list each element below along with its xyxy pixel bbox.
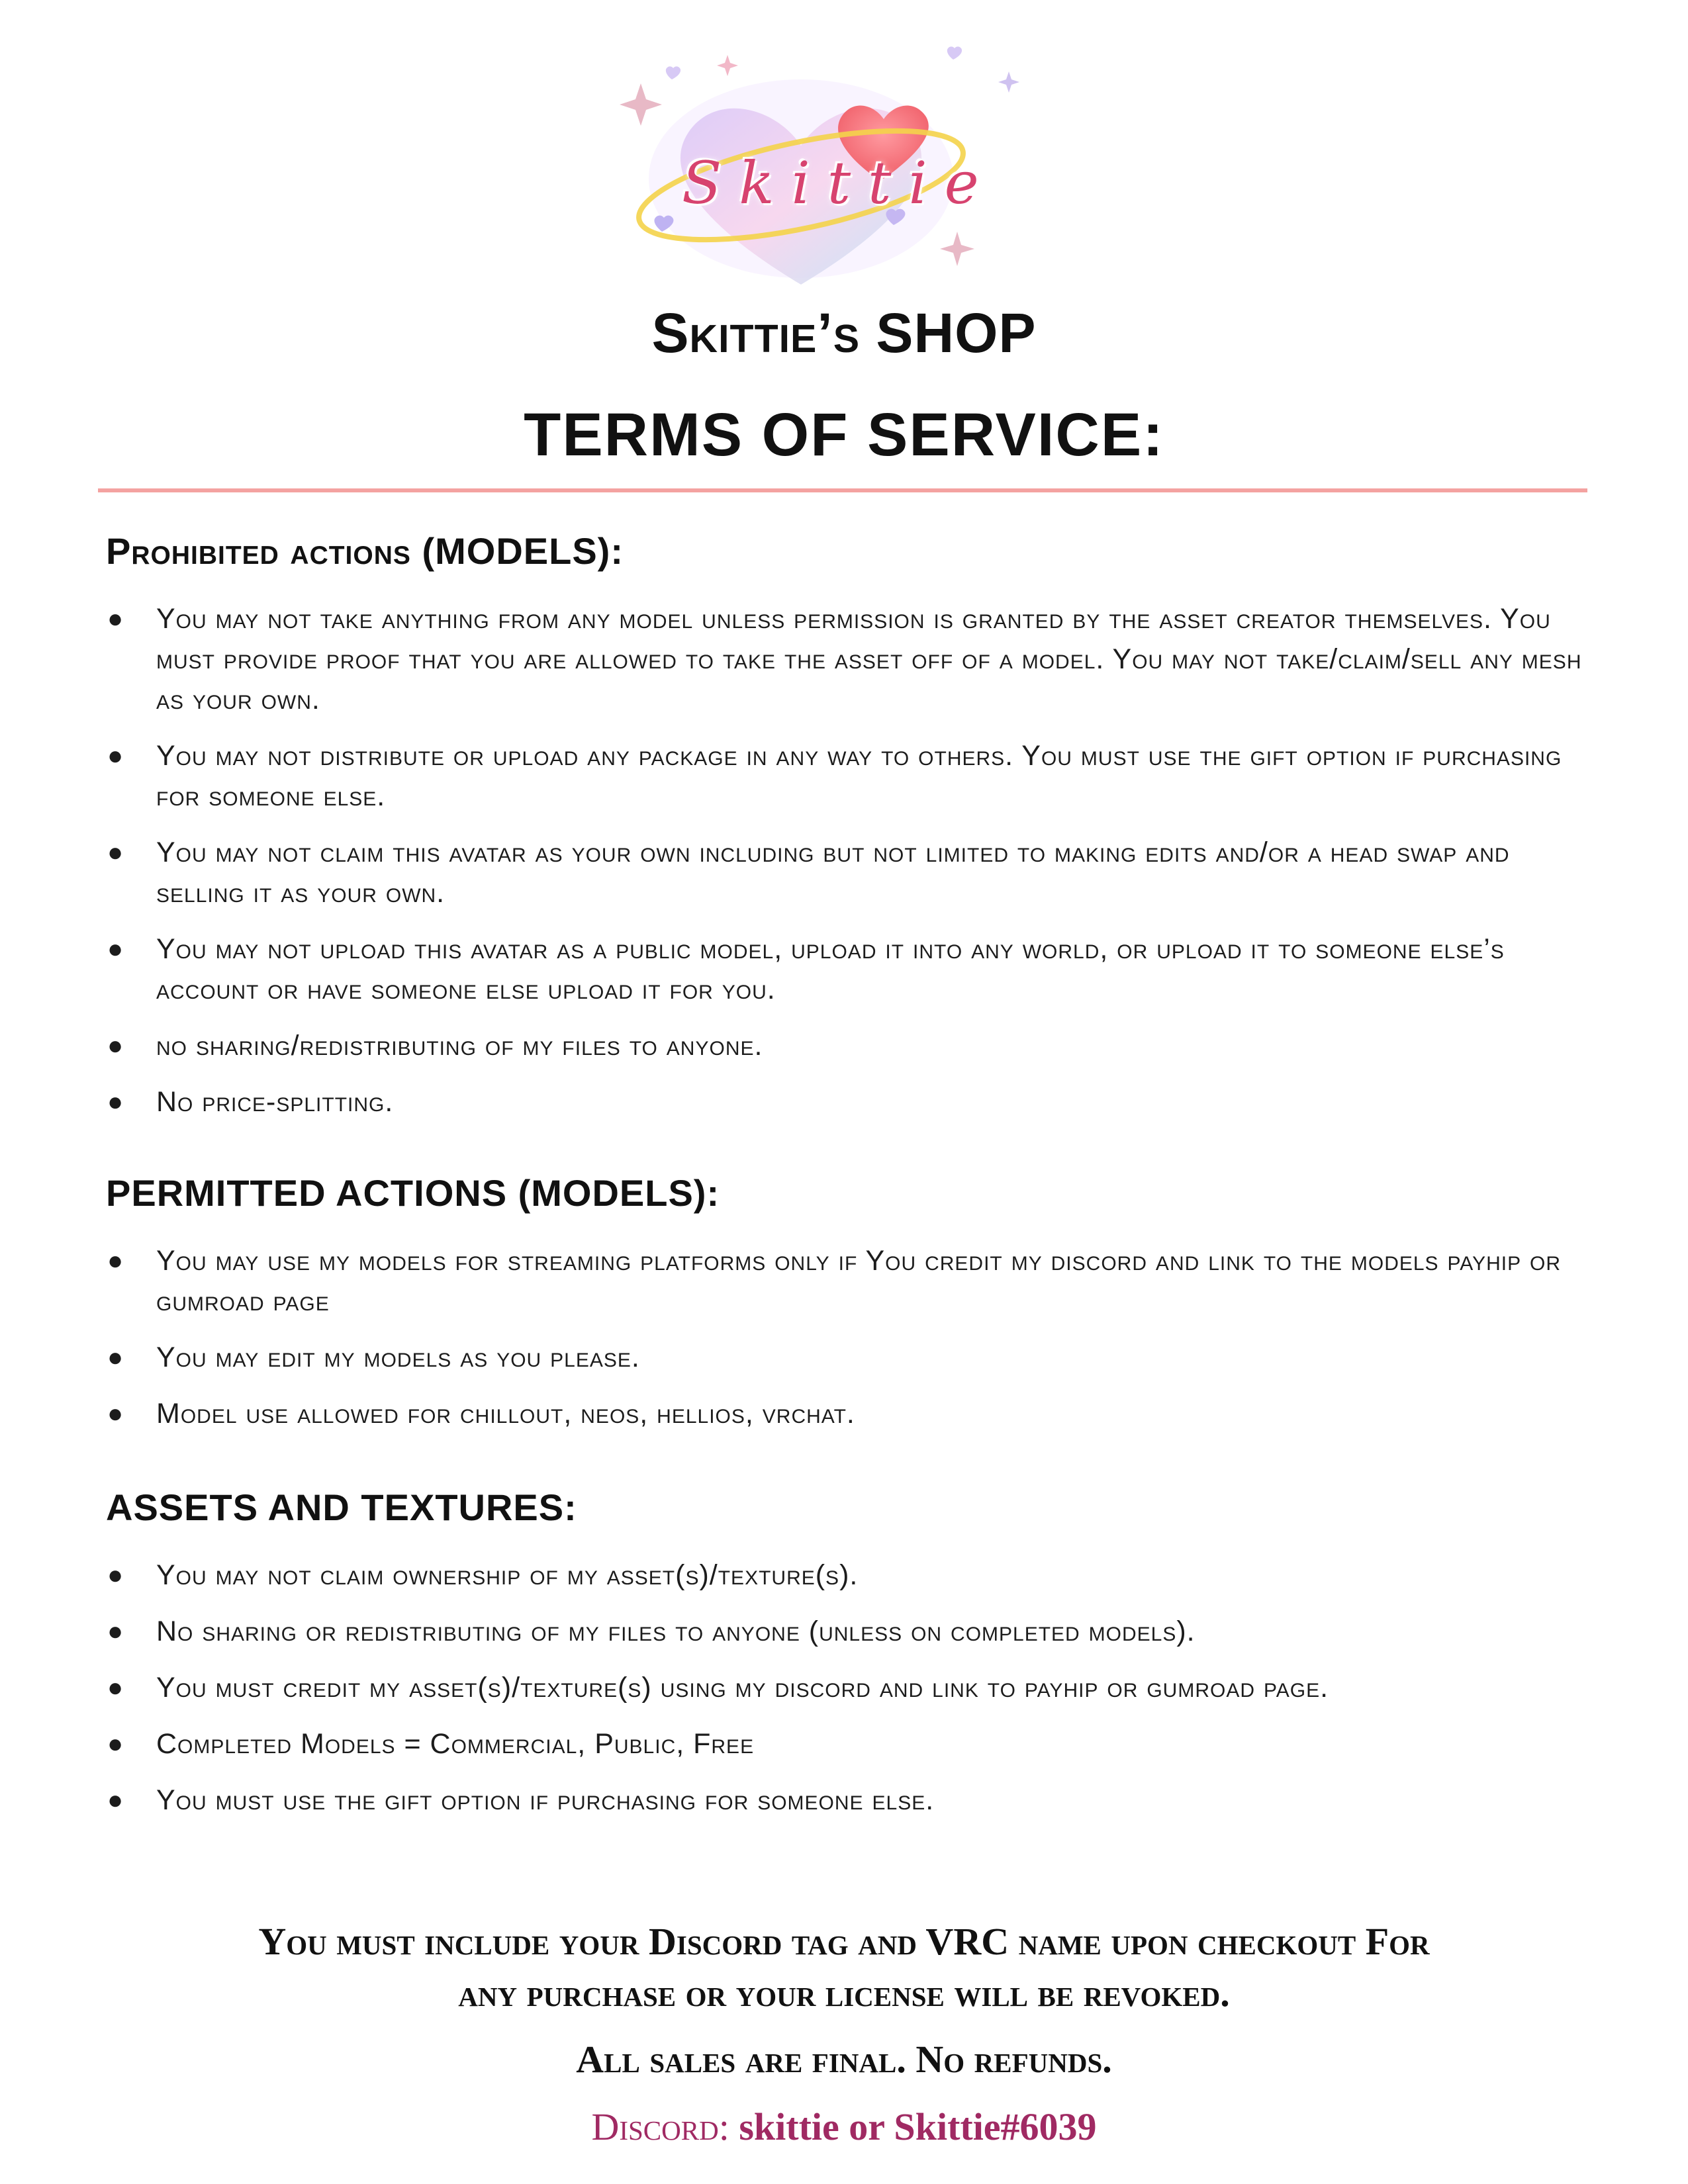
list-item: ● No price-splitting. — [106, 1082, 1589, 1122]
terms-title: TERMS OF SERVICE: — [524, 401, 1164, 469]
section-heading-prohibited: Prohibited actions (MODELS): — [106, 530, 624, 572]
bullet-icon: ● — [107, 1087, 124, 1116]
prohibited-list — [106, 599, 1589, 1138]
bullet-icon: ● — [107, 1343, 124, 1372]
shop-logo — [583, 26, 1033, 311]
discord-handles: skittie or Skittie#6039 — [739, 2105, 1097, 2148]
final-sales-notice: All sales are final. No refunds. — [576, 2038, 1112, 2081]
list-item: ● You may edit my models as you please. — [106, 1338, 1589, 1378]
bullet-icon: ● — [107, 1617, 124, 1646]
list-item: ● You may use my models for streaming platforms only if You credit my discord and link to the models payhip or gumroad page — [106, 1241, 1589, 1322]
logo-wordmark: Skittie — [682, 149, 996, 217]
bullet-icon: ● — [107, 1729, 124, 1758]
section-heading-assets: ASSETS AND TEXTURES: — [106, 1486, 577, 1528]
list-item: ● You must credit my asset(s)/texture(s) using my discord and link to payhip or gumroad page. — [106, 1668, 1589, 1708]
assets-list — [106, 1555, 1589, 1837]
title-divider — [98, 488, 1587, 492]
list-item: ● No sharing or redistributing of my files to anyone (unless on completed models). — [106, 1612, 1589, 1652]
bullet-icon: ● — [107, 741, 124, 770]
shop-title: Skittie’s SHOP — [651, 302, 1037, 364]
bullet-icon: ● — [107, 1031, 124, 1060]
list-item: ● no sharing/redistributing of my files to anyone. — [106, 1026, 1589, 1066]
list-item: ● You may not upload this avatar as a public model, upload it into any world, or upload it to someone else’s account or have someone else upload it for you. — [106, 929, 1589, 1010]
bullet-icon: ● — [107, 604, 124, 633]
bullet-icon: ● — [107, 1786, 124, 1815]
list-item: ● You may not take anything from any model unless permission is granted by the asset creator themselves. You must provide proof that you are allowed to take the asset off of a model. You may not take/claim/sell any mesh as your own. — [106, 599, 1589, 720]
bullet-icon: ● — [107, 838, 124, 867]
discord-label: Discord: — [591, 2105, 729, 2148]
permitted-list — [106, 1241, 1589, 1450]
checkout-notice-line1: You must include your Discord tag and VRC name upon checkout For — [258, 1920, 1430, 1963]
bullet-icon: ● — [107, 1561, 124, 1590]
bullet-icon: ● — [107, 934, 124, 964]
section-heading-permitted: PERMITTED ACTIONS (MODELS): — [106, 1172, 720, 1214]
discord-contact — [0, 2105, 1688, 2149]
bullet-icon: ● — [107, 1673, 124, 1702]
list-item: ● You may not claim ownership of my asset(s)/texture(s). — [106, 1555, 1589, 1596]
list-item: ● You may not distribute or upload any package in any way to others. You must use the gift option if purchasing for someone else. — [106, 736, 1589, 817]
list-item: ● You may not claim this avatar as your own including but not limited to making edits and/or a head swap and selling it as your own. — [106, 833, 1589, 913]
bullet-icon: ● — [107, 1246, 124, 1275]
list-item: ● You must use the gift option if purchasing for someone else. — [106, 1780, 1589, 1821]
list-item: ● Completed Models = Commercial, Public, Free — [106, 1724, 1589, 1764]
bullet-icon: ● — [107, 1399, 124, 1428]
checkout-notice-line2: any purchase or your license will be revoked. — [458, 1972, 1230, 2015]
list-item: ● Model use allowed for chillout, neos, hellios, vrchat. — [106, 1394, 1589, 1434]
